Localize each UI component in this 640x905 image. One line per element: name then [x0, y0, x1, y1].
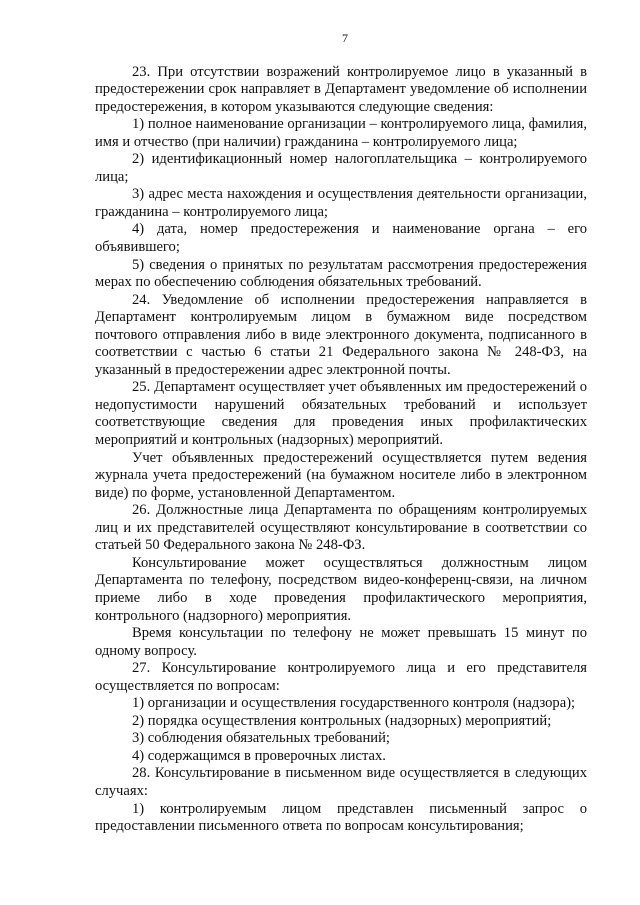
- paragraph-28: 28. Консультирование в письменном виде осуществляется в следующих случаях:: [95, 765, 587, 799]
- document-page: [95, 30, 587, 836]
- paragraph-23-item-3: 3) адрес места нахождения и осуществления деятельности организации, гражданина – контролируемого лица;: [95, 186, 587, 220]
- paragraph-26: 26. Должностные лица Департамента по обращениям контролируемых лиц и их представителей осуществляют консультирование в соответствии со статьей 50 Федерального закона № 248-ФЗ.: [95, 502, 587, 554]
- paragraph-25-journal: Учет объявленных предостережений осуществляется путем ведения журнала учета предостережений (на бумажном носителе либо в электронном виде) по форме, установленной Департаментом.: [95, 449, 587, 501]
- page-number: 7: [342, 31, 348, 45]
- paragraph-23-item-2: 2) идентификационный номер налогоплательщика – контролируемого лица;: [95, 151, 587, 185]
- paragraph-23-item-5: 5) сведения о принятых по результатам рассмотрения предостережения мерах по обеспечению соблюдения обязательных требований.: [95, 256, 587, 291]
- paragraph-25: 25. Департамент осуществляет учет объявленных им предостережений о недопустимости нарушений обязательных требований и использует соответствующие сведения для проведения иных профилактических мероприятий и контрольных (надзорных) мероприятий.: [95, 379, 587, 449]
- paragraph-27-item-2: 2) порядка осуществления контрольных (надзорных) мероприятий;: [132, 712, 552, 729]
- paragraph-28-item-1: 1) контролируемым лицом представлен письменный запрос о предоставлении письменного ответа по вопросам консультирования;: [95, 800, 587, 835]
- paragraph-26-methods: Консультирование может осуществляться должностным лицом Департамента по телефону, посредством видео-конференц-связи, на личном приеме либо в ходе проведения профилактического мероприятия, контрольного (надзорного) мероприятия.: [95, 554, 587, 624]
- paragraph-24: 24. Уведомление об исполнении предостережения направляется в Департамент контролируемым лицом в бумажном виде посредством почтового отправления либо в виде электронного документа, подписанного в соответствии с частью 6 статьи 21 Федерального закона № 248-ФЗ, на указанный в предостережении адрес электронной почты.: [95, 291, 587, 378]
- paragraph-23: 23. При отсутствии возражений контролируемое лицо в указанный в предостережении срок направляет в Департамент уведомление об исполнении предостережения, в котором указываются следующие сведения:: [95, 63, 587, 115]
- paragraph-27-item-4: 4) содержащимся в проверочных листах.: [132, 747, 386, 764]
- paragraph-27: 27. Консультирование контролируемого лица и его представителя осуществляется по вопросам:: [95, 660, 587, 694]
- paragraph-26-time-limit: Время консультации по телефону не может превышать 15 минут по одному вопросу.: [95, 625, 587, 659]
- paragraph-27-item-1: 1) организации и осуществления государственного контроля (надзора);: [132, 695, 576, 712]
- paragraph-23-item-4: 4) дата, номер предостережения и наименование органа – его объявившего;: [95, 221, 587, 256]
- paragraph-27-item-3: 3) соблюдения обязательных требований;: [132, 730, 390, 747]
- paragraph-23-item-1: 1) полное наименование организации – контролируемого лица, фамилия, имя и отчество (при наличии) гражданина – контролируемого лица;: [95, 116, 587, 150]
